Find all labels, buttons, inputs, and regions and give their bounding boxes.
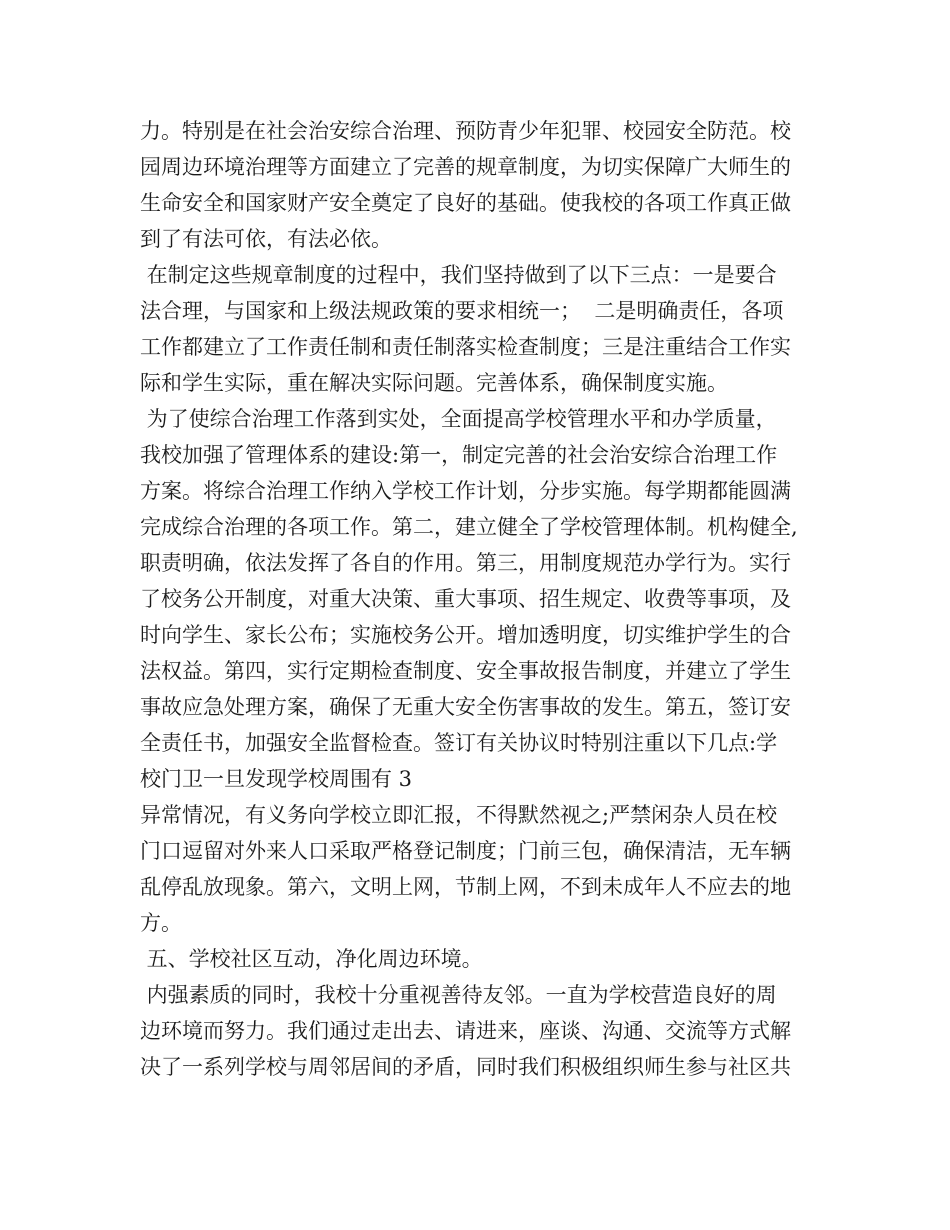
text-line: 边环境而努力。我们通过走出去、请进来，座谈、沟通、交流等方式解 xyxy=(140,1019,791,1043)
text-line: 决了一系列学校与周邻居间的矛盾，同时我们积极组织师生参与社区共 xyxy=(140,1055,791,1079)
text-line: 工作都建立了工作责任制和责任制落实检查制度；三是注重结合工作实 xyxy=(140,335,791,359)
text-line: 职责明确，依法发挥了各自的作用。第三，用制度规范办学行为。实行 xyxy=(140,551,791,575)
text-line: 际和学生实际，重在解决实际问题。完善体系，确保制度实施。 xyxy=(140,371,728,395)
text-line: 在制定这些规章制度的过程中，我们坚持做到了以下三点：一是要合 xyxy=(140,263,777,287)
text-line: 全责任书，加强安全监督检查。签订有关协议时特别注重以下几点:学 xyxy=(140,731,778,755)
text-line: 到了有法可依，有法必依。 xyxy=(140,227,392,251)
text-line: 内强素质的同时，我校十分重视善待友邻。一直为学校营造良好的周 xyxy=(140,983,777,1007)
text-line: 事故应急处理方案，确保了无重大安全伤害事故的发生。第五，签订安 xyxy=(140,695,791,719)
text-line: 我校加强了管理体系的建设:第一，制定完善的社会治安综合治理工作 xyxy=(140,443,778,467)
text-line: 门口逗留对外来人口采取严格登记制度；门前三包，确保清洁，无车辆 xyxy=(140,839,791,863)
text-line: 生命安全和国家财产安全奠定了良好的基础。使我校的各项工作真正做 xyxy=(140,191,791,215)
text-line: 乱停乱放现象。第六，文明上网，节制上网，不到未成年人不应去的地 xyxy=(140,875,791,899)
text-line: 了校务公开制度，对重大决策、重大事项、招生规定、收费等事项，及 xyxy=(140,587,791,611)
text-line: 异常情况，有义务向学校立即汇报，不得默然视之;严禁闲杂人员在校 xyxy=(140,803,778,827)
section-heading: 五、学校社区互动，净化周边环境。 xyxy=(140,947,483,971)
text-line: 为了使综合治理工作落到实处，全面提高学校管理水平和办学质量， xyxy=(140,407,777,431)
text-line: 方。 xyxy=(140,911,182,935)
text-line: 力。特别是在社会治安综合治理、预防青少年犯罪、校园安全防范。校 xyxy=(140,119,791,143)
text-line: 园周边环境治理等方面建立了完善的规章制度，为切实保障广大师生的 xyxy=(140,155,791,179)
text-line: 校门卫一旦发现学校周围有 3 xyxy=(140,767,413,791)
text-line: 法权益。第四，实行定期检查制度、安全事故报告制度，并建立了学生 xyxy=(140,659,791,683)
text-line: 方案。将综合治理工作纳入学校工作计划，分步实施。每学期都能圆满 xyxy=(140,479,791,503)
text-line: 法合理，与国家和上级法规政策的要求相统一； 二是明确责任，各项 xyxy=(140,299,784,323)
text-line: 时向学生、家长公布；实施校务公开。增加透明度，切实维护学生的合 xyxy=(140,623,791,647)
text-line: 完成综合治理的各项工作。第二，建立健全了学校管理体制。机构健全, xyxy=(140,515,798,539)
